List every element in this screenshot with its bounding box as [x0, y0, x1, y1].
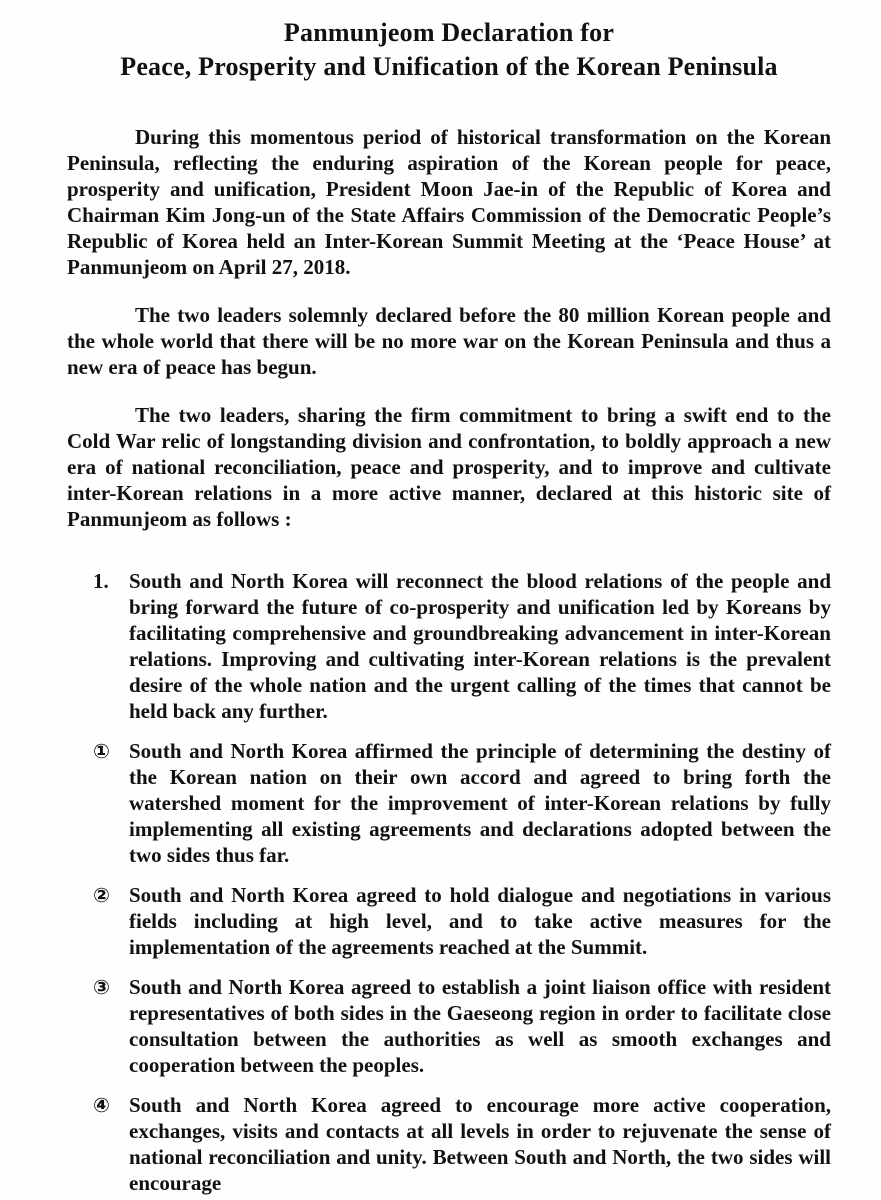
- article-1-number-marker: 1.: [93, 569, 109, 593]
- clause-2-text: South and North Korea agreed to hold dialogue and negotiations in various fields including at high level, and to take active measures for the implementation of the agreements reached at the Summit.: [129, 883, 831, 959]
- clause-3-text: South and North Korea agreed to establish a joint liaison office with resident representatives of both sides in the Gaeseong region in order to facilitate close consultation between the authorities as well as smooth exchanges and cooperation between the peoples.: [129, 975, 831, 1077]
- article-1-text: South and North Korea will reconnect the blood relations of the people and bring forward the future of co-prosperity and unification led by Koreans by facilitating comprehensive and groundbreaking advancement in inter-Korean relations. Improving and cultivating inter-Korean relations is the prevalent desire of the whole nation and the urgent calling of the times that cannot be held back any further.: [129, 569, 831, 723]
- document-title: [67, 16, 831, 84]
- declaration-items-list: [67, 568, 831, 1196]
- paragraph-declared-as-follows: The two leaders, sharing the firm commitment to bring a swift end to the Cold War relic of longstanding division and confrontation, to boldly approach a new era of national reconciliation, peace and prosperity, and to improve and cultivate inter-Korean relations in a more active manner, declared at this historic site of Panmunjeom as follows :: [67, 403, 831, 531]
- list-item-clause-2: [93, 882, 831, 960]
- clause-4-circled-number-marker: ④: [93, 1093, 110, 1117]
- title-line-1: Panmunjeom Declaration for: [283, 18, 615, 47]
- clause-3-circled-number-marker: ③: [93, 975, 110, 999]
- title-line-2: Peace, Prosperity and Unification of the Korean Peninsula: [120, 52, 778, 81]
- list-item-clause-3: [93, 974, 831, 1078]
- paragraph-preamble: During this momentous period of historical transformation on the Korean Peninsula, reflecting the enduring aspiration of the Korean people for peace, prosperity and unification, President Moon Jae-in of the Republic of Korea and Chairman Kim Jong-un of the State Affairs Commission of the Democratic People’s Republic of Korea held an Inter-Korean Summit Meeting at the ‘Peace House’ at Panmunjeom on April 27, 2018.: [67, 125, 831, 279]
- clause-4-text: South and North Korea agreed to encourage more active cooperation, exchanges, visits and contacts at all levels in order to rejuvenate the sense of national reconciliation and unity. Between South and North, the two sides will encourage: [129, 1093, 831, 1195]
- list-item-article-1: [93, 568, 831, 724]
- clause-1-text: South and North Korea affirmed the principle of determining the destiny of the Korean nation on their own accord and agreed to bring forth the watershed moment for the improvement of inter-Korean relations by fully implementing all existing agreements and declarations adopted between the two sides thus far.: [129, 739, 831, 867]
- clause-2-circled-number-marker: ②: [93, 883, 110, 907]
- paragraph-no-more-war: The two leaders solemnly declared before the 80 million Korean people and the whole world that there will be no more war on the Korean Peninsula and thus a new era of peace has begun.: [67, 303, 831, 379]
- list-item-clause-1: [93, 738, 831, 868]
- clause-1-circled-number-marker: ①: [93, 739, 110, 763]
- list-item-clause-4: [93, 1092, 831, 1196]
